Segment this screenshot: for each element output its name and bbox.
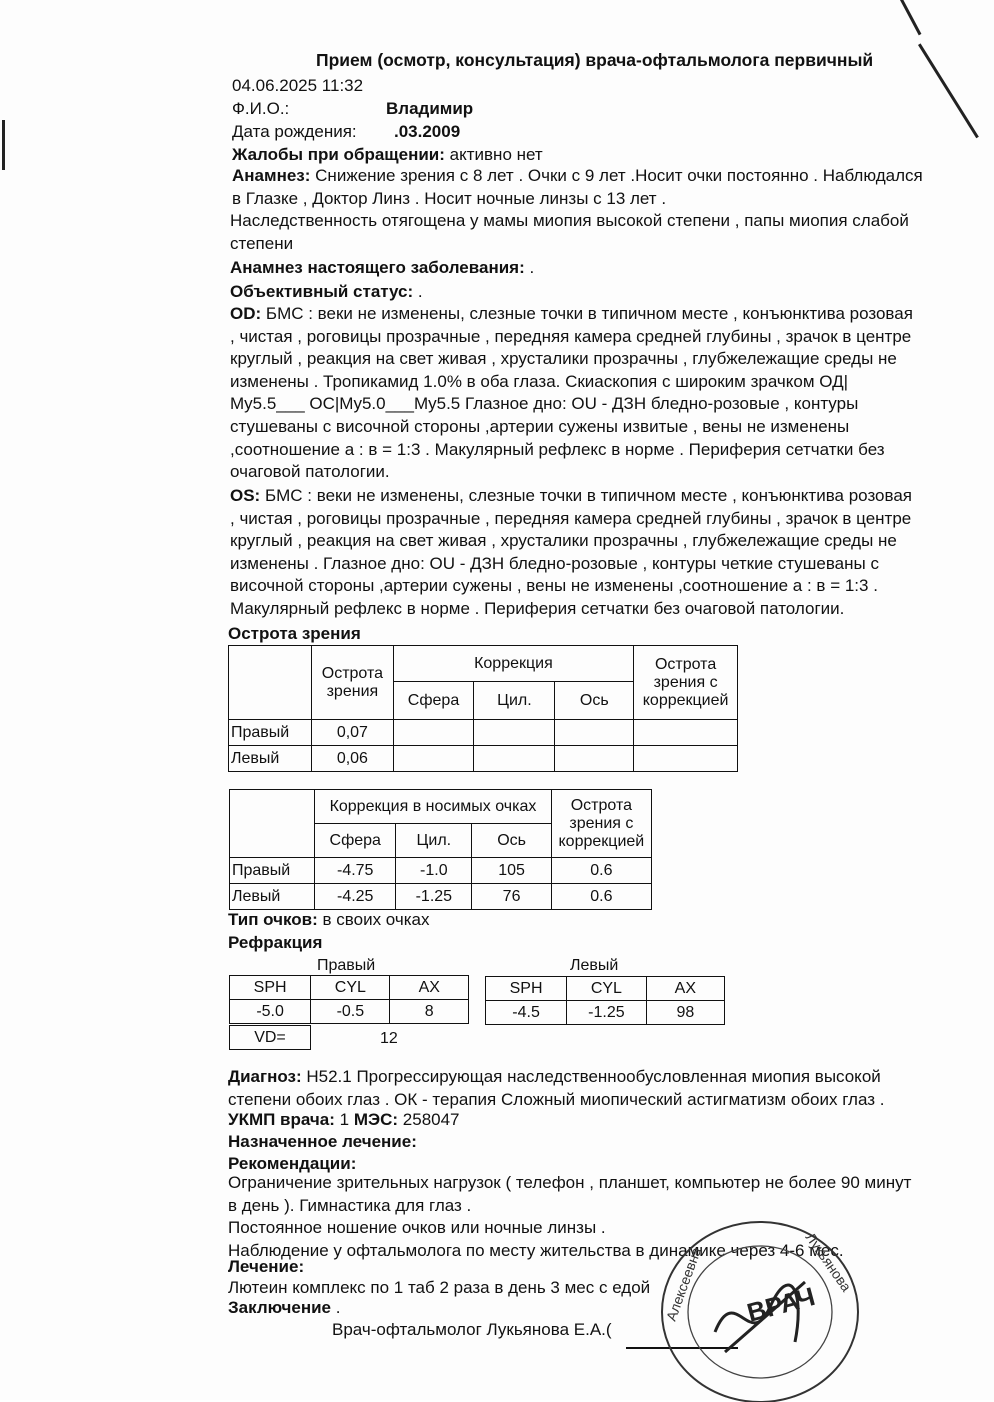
sph-cell: -5.0: [230, 1000, 311, 1024]
table-row: [230, 884, 652, 910]
objective-label: Объективный статус:: [230, 282, 414, 301]
refraction-right-caption: Правый: [317, 957, 376, 974]
cyl-cell: [474, 746, 555, 772]
od-line: БМС : веки не изменены, слезные точки в типичном месте , конъюнктива розовая: [265, 304, 913, 323]
sph-header: SPH: [230, 976, 311, 1000]
anamnesis-line: Снижение зрения с 8 лет . Очки с 9 лет .Носит очки постоянно . Наблюдался: [315, 166, 923, 185]
recommendations-label: Рекомендации:: [228, 1154, 357, 1173]
recommendation-line: Ограничение зрительных нагрузок ( телефон , планшет, компьютер не более 90 минут: [228, 1173, 912, 1192]
current-anamnesis-value: .: [529, 258, 535, 277]
glasses-type-label: Тип очков:: [228, 910, 318, 929]
table-row: [230, 858, 652, 884]
od-line: стушеваны с височной стороны ,артерии сужены извитые , вены не изменены: [230, 416, 850, 436]
heredity-line: степени: [230, 233, 294, 253]
doctor-signature-line: Врач-офтальмолог Лукьянова Е.А.(: [332, 1320, 612, 1339]
anamnesis-block: [232, 165, 923, 210]
mes-label: МЭС:: [353, 1110, 399, 1129]
glasses-corrected-header: Острота зрения с коррекцией: [551, 790, 651, 858]
cyl-cell: -0.5: [311, 1000, 390, 1024]
table-row: [229, 746, 738, 772]
anamnesis-label: Анамнез:: [232, 166, 311, 185]
cyl-cell: -1.25: [396, 884, 472, 910]
acuity-header: Острота зрения: [312, 646, 394, 720]
od-line: ,соотношение а : в = 1:3 . Макулярный рефлекс в норме . Периферия сетчатки без: [230, 439, 885, 459]
diagnosis-line: степени обоих глаз . ОК - терапия Сложный миопический астигматизм обоих глаз .: [228, 1089, 885, 1109]
od-line: очаговой патологии.: [230, 462, 390, 482]
recommendation-line: Постоянное ношение очков или ночные линзы .: [228, 1218, 606, 1238]
conclusion-label: Заключение: [228, 1298, 331, 1317]
sphere-header: Сфера: [315, 824, 396, 858]
sphere-cell: -4.25: [315, 884, 396, 910]
diagnosis-block: [228, 1066, 884, 1111]
os-label: OS:: [230, 486, 261, 505]
axis-cell: [555, 720, 634, 746]
refraction-right-table: [229, 975, 469, 1024]
refraction-heading: Рефракция: [228, 933, 323, 952]
glasses-table: [229, 789, 652, 910]
acuity-heading: Острота зрения: [228, 624, 361, 643]
axis-cell: 105: [472, 858, 551, 884]
cyl-cell: [474, 720, 555, 746]
od-block: [230, 303, 913, 484]
row-label: Левый: [229, 746, 312, 772]
od-line: , чистая , роговицы прозрачные , передняя камера средней глубины , зрачок в центре: [230, 326, 912, 346]
cyl-header: Цил.: [474, 682, 555, 720]
vd-label: VD=: [230, 1026, 311, 1050]
table-row: [486, 1001, 725, 1025]
corrected-cell: 0.6: [551, 884, 651, 910]
complaints-value: активно нет: [449, 145, 543, 164]
ax-cell: 98: [646, 1001, 724, 1025]
glasses-table-corner: [230, 790, 315, 858]
fio-label: Ф.И.О.:: [232, 99, 290, 118]
ax-header: AX: [390, 976, 469, 1000]
therapy-value: Лютеин комплекс по 1 таб 2 раза в день 3 мес с едой: [228, 1278, 651, 1297]
cyl-cell: -1.0: [396, 858, 472, 884]
document-title: Прием (осмотр, консультация) врача-офтальмолога первичный: [316, 50, 874, 70]
corrected-cell: 0.6: [551, 858, 651, 884]
cyl-header: CYL: [311, 976, 390, 1000]
corrected-cell: [634, 746, 738, 772]
axis-cell: 76: [472, 884, 551, 910]
row-label: Правый: [230, 858, 315, 884]
scan-edge-mark: [2, 120, 5, 170]
axis-header: Ось: [555, 682, 634, 720]
scan-edge-mark: [918, 43, 979, 138]
scan-edge-mark: [900, 0, 921, 35]
complaints-line: [232, 145, 543, 165]
heredity-line: Наследственность отягощена у мамы миопия высокой степени , папы миопия слабой: [230, 211, 909, 230]
row-label: Правый: [229, 720, 312, 746]
dob-label: Дата рождения:: [232, 122, 357, 141]
recommendation-line: Наблюдение у офтальмолога по месту жительства в динамике через 4-6 мес.: [228, 1240, 844, 1260]
os-line: височной стороны ,артерии сужены , вены не изменены ,соотношение а : в = 1:3 .: [230, 576, 878, 596]
od-line: изменены . Тропикамид 1.0% в оба глаза. Скиаскопия с широким зрачком ОД|: [230, 371, 849, 391]
acuity-table: [228, 645, 738, 772]
current-anamnesis-label: Анамнез настоящего заболевания:: [230, 258, 525, 277]
od-line: круглый , реакция на свет живая , хрусталики прозрачны , глубжележащие среды не: [230, 349, 897, 369]
corrected-acuity-header: Острота зрения с коррекцией: [634, 646, 738, 720]
objective-line: [230, 282, 423, 302]
os-line: БМС : веки не изменены, слезные точки в типичном месте , конъюнктива розовая: [264, 486, 912, 505]
corrected-cell: [634, 720, 738, 746]
diagnosis-label: Диагноз:: [228, 1067, 302, 1086]
os-line: круглый , реакция на свет живая , хрусталики прозрачны , глубжележащие среды не: [230, 531, 897, 551]
recommendation-line: в день ). Гимнастика для глаз .: [228, 1195, 472, 1215]
mes-value: 258047: [402, 1110, 460, 1129]
treatment-label: Назначенное лечение:: [228, 1132, 417, 1151]
objective-value: .: [417, 282, 423, 301]
cyl-header: Цил.: [396, 824, 472, 858]
sphere-cell: -4.75: [315, 858, 396, 884]
current-anamnesis-line: [230, 258, 534, 278]
glasses-correction-header: Коррекция в носимых очках: [315, 790, 552, 824]
ukmp-value: 1: [339, 1110, 350, 1129]
table-row: [229, 720, 738, 746]
sph-header: SPH: [486, 977, 567, 1001]
cyl-cell: -1.25: [567, 1001, 647, 1025]
ukmp-label: УКМП врача:: [228, 1110, 335, 1129]
axis-header: Ось: [472, 824, 551, 858]
row-label: Левый: [230, 884, 315, 910]
heredity-block: [230, 210, 909, 255]
therapy-label: Лечение:: [228, 1257, 305, 1276]
od-label: OD:: [230, 304, 262, 323]
cyl-header: CYL: [567, 977, 647, 1001]
os-line: Макулярный рефлекс в норме . Периферия сетчатки без очаговой патологии.: [230, 598, 845, 618]
complaints-label: Жалобы при обращении:: [232, 145, 445, 164]
refraction-left-caption: Левый: [570, 957, 619, 974]
svg-text:ВРАЧ: ВРАЧ: [743, 1280, 819, 1328]
sphere-cell: [393, 746, 474, 772]
os-block: [230, 485, 912, 621]
glasses-type-line: [228, 910, 430, 930]
stamp-seal: [655, 1212, 865, 1402]
ukmp-line: [228, 1110, 460, 1130]
sph-cell: -4.5: [486, 1001, 567, 1025]
refraction-left-table: [485, 976, 725, 1025]
acuity-cell: 0,06: [312, 746, 394, 772]
ax-cell: 8: [390, 1000, 469, 1024]
acuity-cell: 0,07: [312, 720, 394, 746]
fio-value: Владимир: [386, 99, 474, 118]
correction-header: Коррекция: [393, 646, 634, 682]
ax-header: AX: [646, 977, 724, 1001]
vd-box: [229, 1025, 311, 1050]
table-row: [230, 1000, 469, 1024]
acuity-table-corner: [229, 646, 312, 720]
visit-datetime: 04.06.2025 11:32: [232, 76, 364, 95]
conclusion-value: .: [335, 1298, 341, 1317]
axis-cell: [555, 746, 634, 772]
os-line: изменены . Глазное дно: OU - ДЗН бледно-розовые , контуры четкие стушеваны с: [230, 553, 879, 573]
glasses-type-value: в своих очках: [322, 910, 430, 929]
os-line: , чистая , роговицы прозрачные , передняя камера средней глубины , зрачок в центре: [230, 508, 912, 528]
svg-text:Алексеевна: Алексеевна: [662, 1245, 705, 1324]
anamnesis-line: в Глазке , Доктор Линз . Носит ночные линзы с 13 лет .: [232, 188, 667, 208]
dob-value: .03.2009: [394, 122, 461, 141]
vd-value: 12: [380, 1030, 398, 1047]
sphere-cell: [393, 720, 474, 746]
sphere-header: Сфера: [393, 682, 474, 720]
od-line: My5.5___ OC|My5.0___My5.5 Глазное дно: OU - ДЗН бледно-розовые , контуры: [230, 394, 859, 414]
svg-text:Лукьянова: Лукьянова: [802, 1229, 855, 1295]
diagnosis-line: H52.1 Прогрессирующая наследственнообусловленная миопия высокой: [306, 1067, 881, 1086]
conclusion-line: [228, 1298, 340, 1318]
